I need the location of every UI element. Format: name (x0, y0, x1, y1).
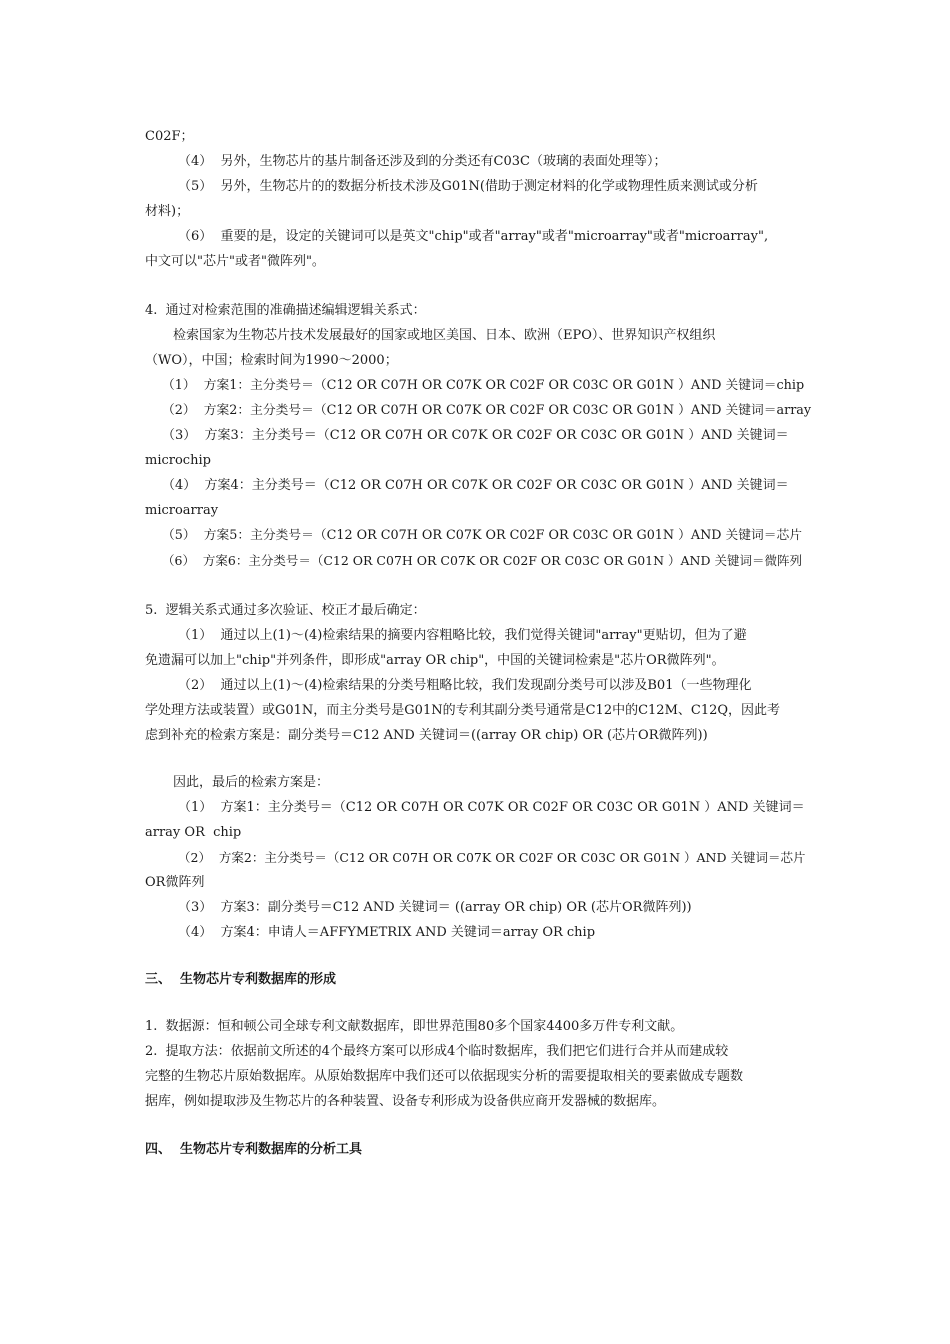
text-line: （2） 通过以上(1)～(4)检索结果的分类号粗略比较，我们发现副分类号可以涉及B01（一些物理化 (178, 678, 752, 693)
text-line: （3） 方案3：主分类号＝（C12 OR C07H OR C07K OR C02F OR C03C OR G01N ）AND 关键词＝ (162, 428, 789, 443)
text-line: （2） 方案2：主分类号＝（C12 OR C07H OR C07K OR C02F OR C03C OR G01N ）AND 关键词＝array (162, 403, 812, 418)
text-line: （3） 方案3：副分类号＝C12 AND 关键词＝ ((array OR chip) OR (芯片OR微阵列)) (178, 900, 692, 915)
text-line: C02F； (145, 129, 194, 144)
text-line: （WO），中国；检索时间为1990～2000； (145, 353, 398, 368)
text-line: （6） 重要的是，设定的关键词可以是英文"chip"或者"array"或者"microarray"或者"microarray", (178, 229, 769, 244)
text-line: （1） 通过以上(1)～(4)检索结果的摘要内容粗略比较，我们觉得关键词"array"更贴切，但为了避 (178, 628, 747, 643)
text-line: array OR chip (145, 825, 242, 840)
text-line: （6） 方案6：主分类号＝（C12 OR C07H OR C07K OR C02F OR C03C OR G01N ）AND 关键词＝微阵列 (162, 553, 802, 568)
text-line: 检索国家为生物芯片技术发展最好的国家或地区美国、日本、欧洲（EPO）、世界知识产权组织 (173, 328, 716, 343)
section-heading-4: 4. 通过对检索范围的准确描述编辑逻辑关系式： (145, 303, 426, 318)
text-line: （5） 方案5：主分类号＝（C12 OR C07H OR C07K OR C02F OR C03C OR G01N ）AND 关键词＝芯片 (162, 528, 803, 543)
section-heading-5: 5. 逻辑关系式通过多次验证、校正才最后确定： (145, 603, 426, 618)
text-line: 学处理方法或装置）或G01N，而主分类号是G01N的专利其副分类号通常是C12中的C12M、C12Q，因此考 (145, 703, 781, 718)
text-line: （2） 方案2：主分类号＝（C12 OR C07H OR C07K OR C02F OR C03C OR G01N ）AND 关键词＝芯片 (178, 850, 806, 865)
chapter-heading-4: 四、 生物芯片专利数据库的分析工具 (145, 1142, 363, 1157)
text-line: （4） 另外，生物芯片的基片制备还涉及到的分类还有C03C（玻璃的表面处理等）； (178, 154, 667, 169)
text-line: microchip (145, 453, 211, 468)
text-line: 虑到补充的检索方案是：副分类号＝C12 AND 关键词＝((array OR chip) OR (芯片OR微阵列)) (145, 728, 708, 743)
text-line: microarray (145, 503, 219, 518)
text-line: 中文可以"芯片"或者"微阵列"。 (145, 254, 325, 269)
text-line: （5） 另外，生物芯片的的数据分析技术涉及G01N(借助于测定材料的化学或物理性质来测试或分析 (178, 179, 758, 194)
text-line: （4） 方案4：申请人＝AFFYMETRIX AND 关键词＝array OR chip (178, 925, 596, 940)
text-line: 1. 数据源：恒和顿公司全球专利文献数据库，即世界范围80多个国家4400多万件专利文献。 (145, 1019, 684, 1034)
text-line: 据库，例如提取涉及生物芯片的各种装置、设备专利形成为设备供应商开发器械的数据库。 (145, 1094, 666, 1109)
text-line: 因此，最后的检索方案是： (173, 775, 330, 790)
text-line: OR微阵列 (145, 875, 205, 890)
text-line: 材料)； (145, 204, 190, 219)
text-line: 免遗漏可以加上"chip"并列条件，即形成"array OR chip"，中国的关键词检索是"芯片OR微阵列"。 (145, 653, 725, 668)
chapter-heading-3: 三、 生物芯片专利数据库的形成 (145, 972, 337, 987)
text-line: （4） 方案4：主分类号＝（C12 OR C07H OR C07K OR C02F OR C03C OR G01N ）AND 关键词＝ (162, 478, 789, 493)
text-line: （1） 方案1：主分类号＝（C12 OR C07H OR C07K OR C02F OR C03C OR G01N ）AND 关键词＝chip (162, 378, 805, 393)
text-line: 完整的生物芯片原始数据库。从原始数据库中我们还可以依据现实分析的需要提取相关的要素做成专题数 (145, 1069, 744, 1084)
text-line: （1） 方案1：主分类号＝（C12 OR C07H OR C07K OR C02F OR C03C OR G01N ）AND 关键词＝ (178, 800, 805, 815)
text-line: 2. 提取方法：依据前文所述的4个最终方案可以形成4个临时数据库，我们把它们进行合并从而建成较 (145, 1044, 729, 1059)
